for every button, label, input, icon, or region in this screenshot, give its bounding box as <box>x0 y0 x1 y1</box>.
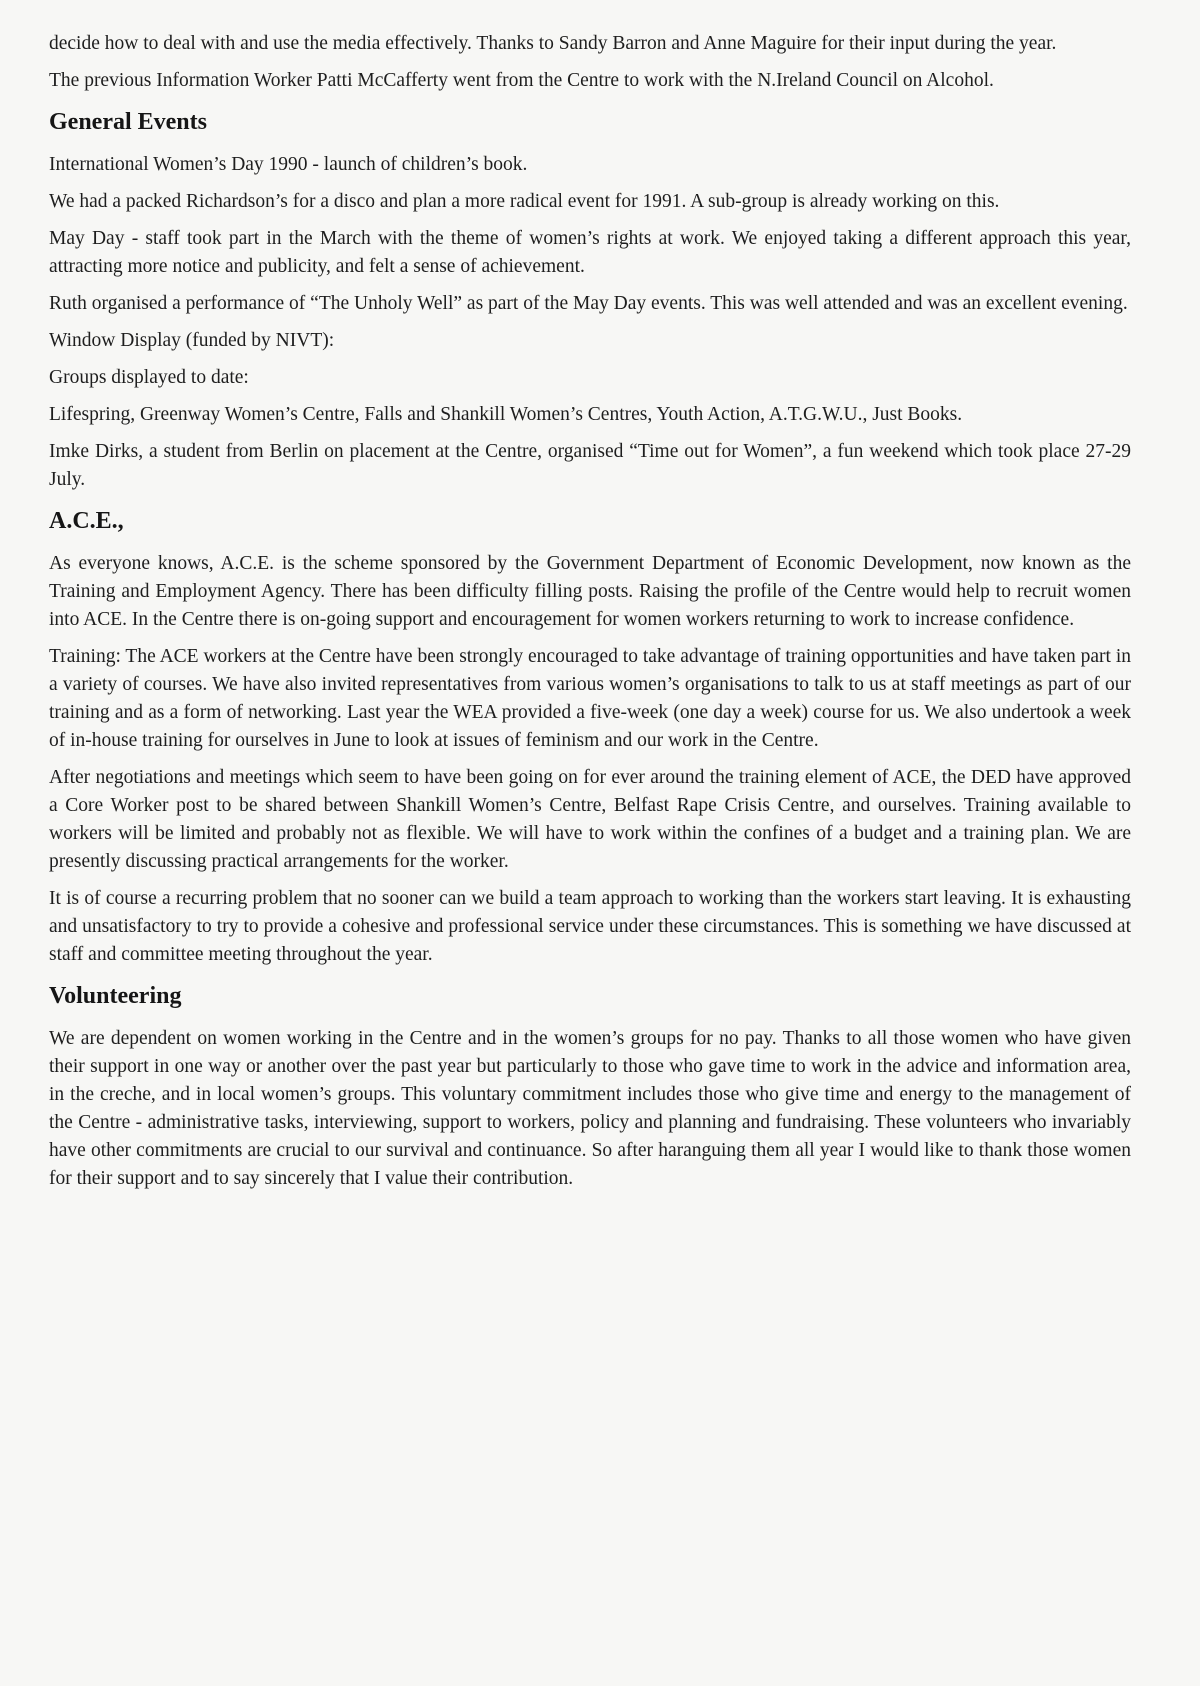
paragraph-core-worker: After negotiations and meetings which seem to have been going on for ever around the training element of ACE, the DED have approved a Core Worker post to be shared between Shankill Women’s Centre, Belfast Rape Crisis Centre, and ourselves. Training available to workers will be limited and probably not as flexible. We will have to work within the confines of a budget and a training plan. We are presently discussing practical arrangements for the worker. <box>49 767 1131 872</box>
paragraph-ace-scheme: As everyone knows, A.C.E. is the scheme sponsored by the Government Department of Economic Development, now known as the Training and Employment Agency. There has been difficulty filling posts. Raising the profile of the Centre would help to recruit women into ACE. In the Centre there is on-going support and encouragement for women workers returning to work to increase confidence. <box>49 553 1131 630</box>
paragraph-groups-list: Lifespring, Greenway Women’s Centre, Falls and Shankill Women’s Centres, Youth Action, A.T.G.W.U., Just Books. <box>49 404 963 425</box>
paragraph-volunteering: We are dependent on women working in the Centre and in the women’s groups for no pay. Thanks to all those women who have given their support in one way or another over the past year but particularly to those who gave time to work in the advice and information area, in the creche, and in local women’s groups. This voluntary commitment includes those who give time and energy to the management of the Centre - administrative tasks, interviewing, support to workers, policy and planning and fundraising. These volunteers who invariably have other commitments are crucial to our survival and continuance. So after haranguing them all year I would like to thank those women for their support and to say sincerely that I value their contribution. <box>49 1028 1131 1189</box>
paragraph-may-day: May Day - staff took part in the March with the theme of women’s rights at work. We enjoyed taking a different approach this year, attracting more notice and publicity, and felt a sense of achievement. <box>49 228 1131 277</box>
paragraph-information-worker: The previous Information Worker Patti McCafferty went from the Centre to work with the N.Ireland Council on Alcohol. <box>49 70 994 91</box>
paragraph-recurring-problem: It is of course a recurring problem that no sooner can we build a team approach to working than the workers start leaving. It is exhausting and unsatisfactory to try to provide a cohesive and professional service under these circumstances. This is something we have discussed at staff and committee meeting throughout the year. <box>49 888 1131 965</box>
heading-general-events: General Events <box>49 109 207 135</box>
heading-volunteering: Volunteering <box>49 983 182 1009</box>
document-page <box>49 30 1131 1202</box>
paragraph-womens-day: International Women’s Day 1990 - launch of children’s book. <box>49 154 528 175</box>
paragraph-time-out: Imke Dirks, a student from Berlin on placement at the Centre, organised “Time out for Women”, a fun weekend which took place 27-29 July. <box>49 441 1131 490</box>
paragraph-unholy-well: Ruth organised a performance of “The Unholy Well” as part of the May Day events. This was well attended and was an excellent evening. <box>49 293 1128 314</box>
paragraph-training: Training: The ACE workers at the Centre have been strongly encouraged to take advantage of training opportunities and have taken part in a variety of courses. We have also invited representatives from various women’s organisations to talk to us at staff meetings as part of our training and as a form of networking. Last year the WEA provided a five-week (one day a week) course for us. We also undertook a week of in-house training for ourselves in June to look at issues of feminism and our work in the Centre. <box>49 646 1131 751</box>
paragraph-window-display: Window Display (funded by NIVT): <box>49 330 335 351</box>
heading-ace: A.C.E., <box>49 508 124 534</box>
paragraph-disco: We had a packed Richardson’s for a disco and plan a more radical event for 1991. A sub-group is already working on this. <box>49 191 1000 212</box>
paragraph-groups-displayed: Groups displayed to date: <box>49 367 249 388</box>
paragraph-media-thanks: decide how to deal with and use the media effectively. Thanks to Sandy Barron and Anne Maguire for their input during the year. <box>49 33 1057 54</box>
